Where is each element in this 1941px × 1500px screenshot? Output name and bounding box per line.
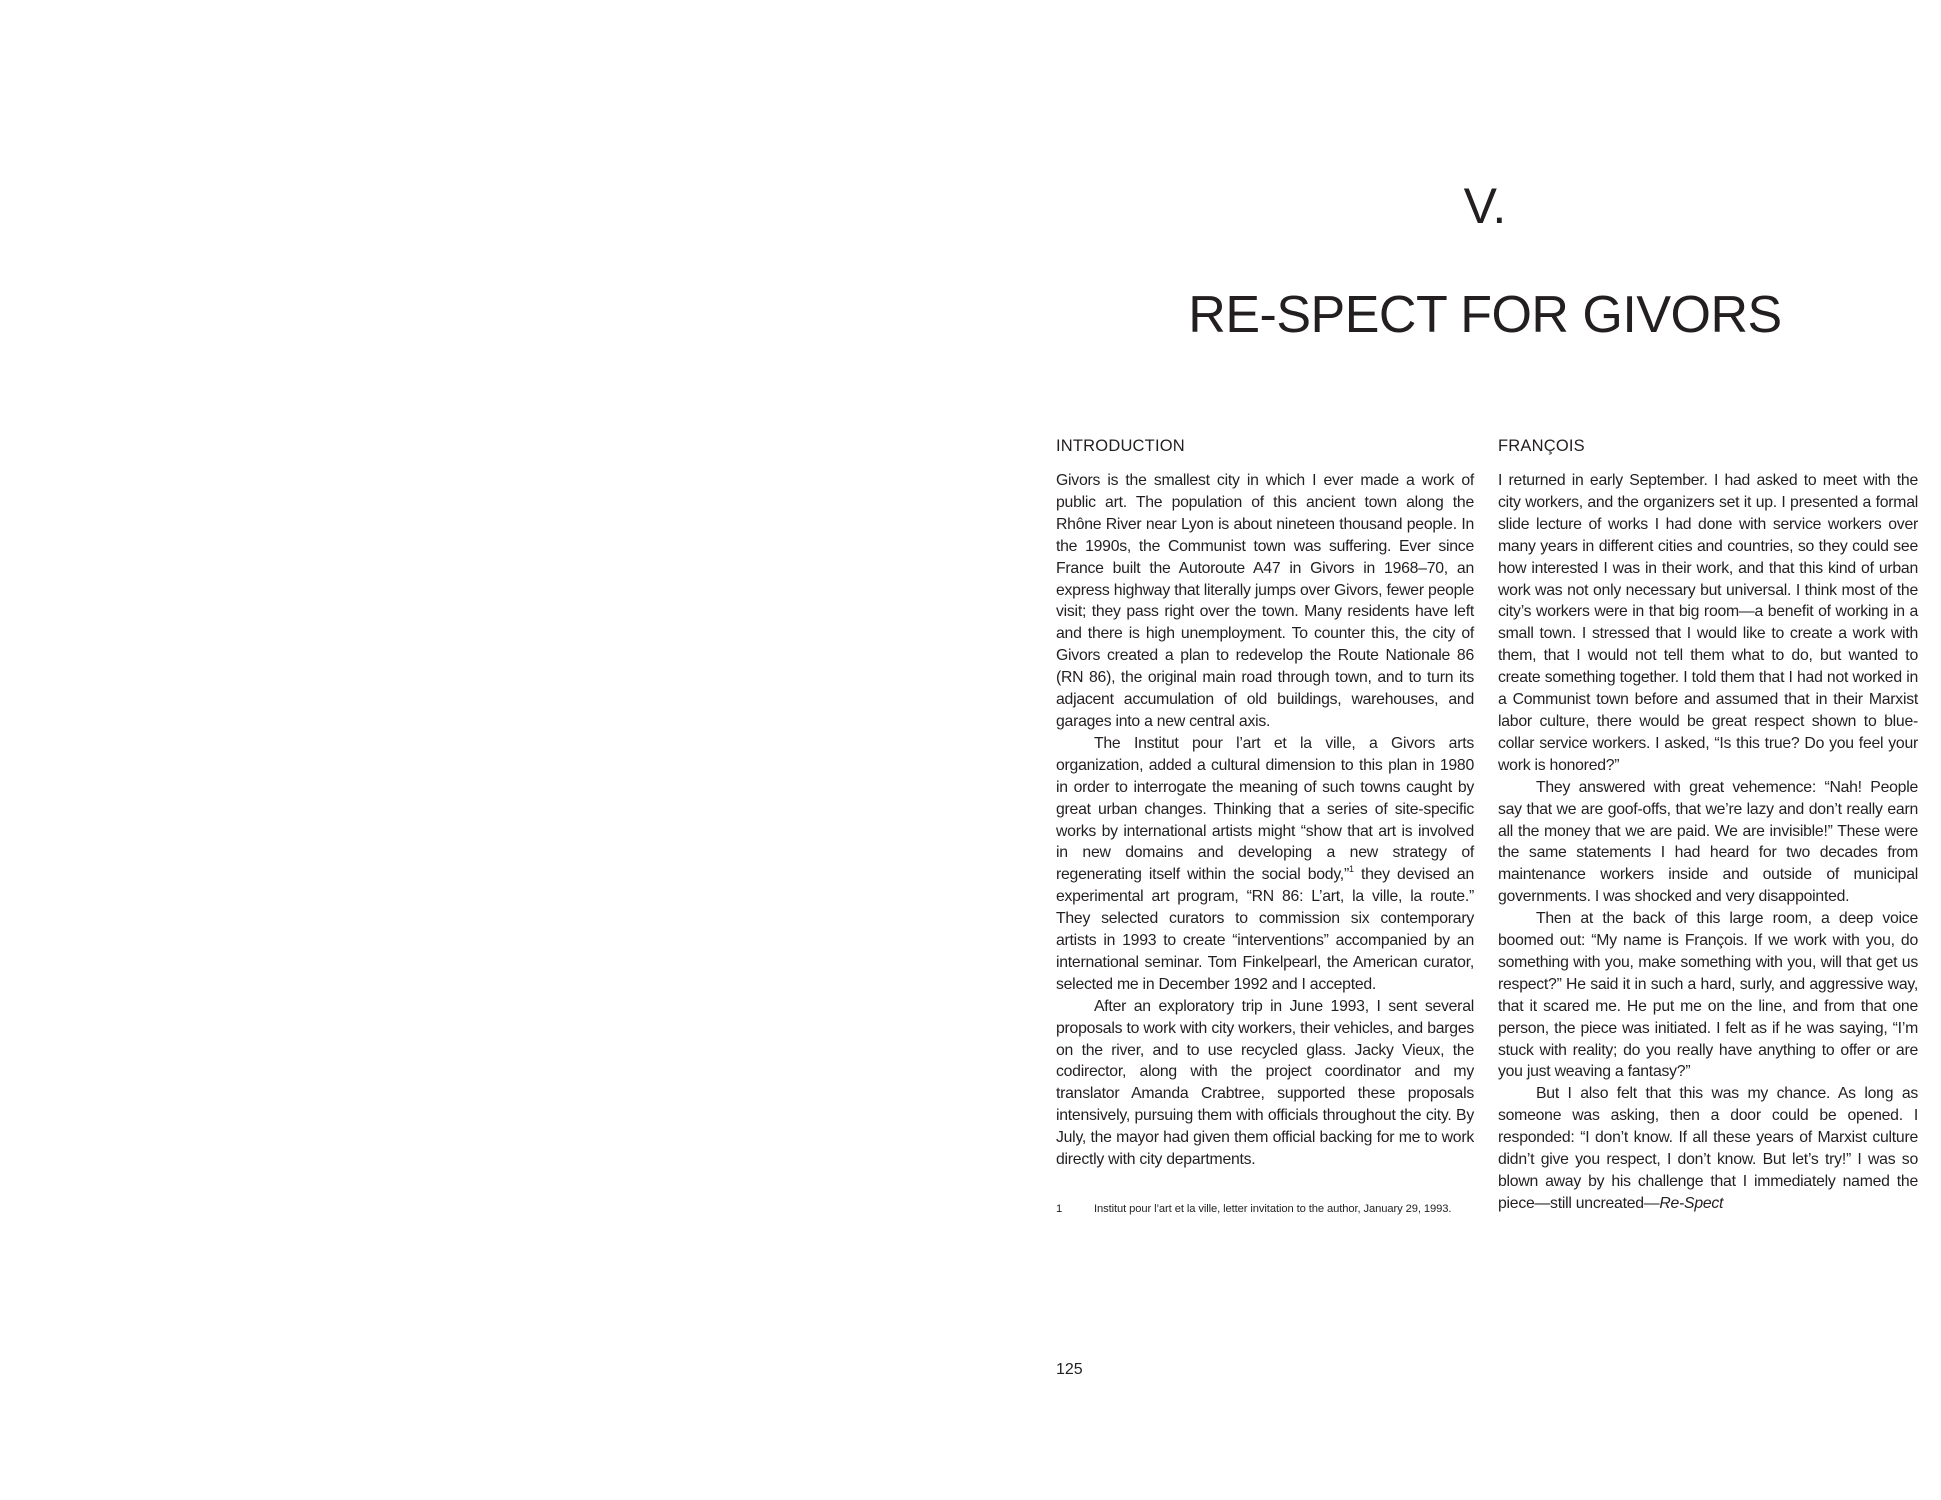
footnote-number: 1 [1056, 1203, 1063, 1215]
francois-paragraph-3: Then at the back of this large room, a deep voice boomed out: “My name is François. If we work with you, do something with you, make something with you, will that get us respect?” He said it in such a hard, surly, and aggressive way, that it scared me. He put me on the line, and from that one person, the piece was initiated. I felt as if he was saying, “I’m stuck with reality; do you really have anything to offer or are you just weaving a fantasy?” [1498, 910, 1918, 1081]
intro-paragraph-1: Givors is the smallest city in which I ever made a work of public art. The population of this ancient town along the Rhône River near Lyon is about nineteen thousand people. In the 1990s, the Communist town was suffering. Ever since France built the Autoroute A47 in Givors in 1968–70, an express highway that literally jumps over Givors, fewer people visit; they pass right over the town. Many residents have left and there is high unemployment. To counter this, the city of Givors created a plan to redevelop the Route Nationale 86 (RN 86), the original main road through town, and to turn its adjacent accumulation of old buildings, warehouses, and garages into a new central axis. [1056, 472, 1474, 730]
right-page [1000, 0, 1941, 1500]
francois-column [1498, 436, 1918, 1215]
page-number: 125 [1056, 1361, 1083, 1378]
francois-paragraph-4 [1498, 1083, 1918, 1214]
intro-paragraph-2 [1056, 733, 1474, 996]
chapter-title: RE-SPECT FOR GIVORS [1188, 286, 1782, 344]
intro-paragraph-2-text: The Institut pour l’art et la ville, a Givors arts organization, added a cultural dimension to this plan in 1980 in order to interrogate the meaning of such towns caught by great urban changes. Thinking that a series of site-specific works by international artists might “show that art is involved in new domains and developing a new strategy of regenerating itself within the social body,” [1056, 734, 1474, 884]
piece-title-italic: Re-Spect [1659, 1194, 1724, 1212]
footnote-reference: 1 [1348, 864, 1354, 875]
francois-text [1498, 470, 1918, 1215]
francois-paragraph-4-text: But I also felt that this was my chance. As long as someone was asking, then a door could be opened. I responded: “I don’t know. If all these years of Marxist culture didn’t give you respect, I don’t know. But let’s try!” I was so blown away by his challenge that I immediately named the piece—still uncreated— [1498, 1085, 1918, 1212]
intro-paragraph-2-continued: they devised an experimental art program, “RN 86: L’art, la ville, la route.” They selected curators to commission six contemporary artists in 1993 to create “interventions” accompanied by an international seminar. Tom Finkelpearl, the American curator, selected me in December 1992 and I accepted. [1056, 866, 1475, 993]
footnote-text: Institut pour l’art et la ville, letter invitation to the author, January 29, 1993. [1094, 1203, 1452, 1215]
introduction-column [1056, 436, 1474, 1218]
francois-paragraph-1: I returned in early September. I had asked to meet with the city workers, and the organizers set it up. I presented a formal slide lecture of works I had done with service workers over many years in different cities and countries, so they could see how interested I was in their work, and that this kind of urban work was not only necessary but universal. I think most of the city’s workers were in that big room—a benefit of working in a small town. I stressed that I would like to create a work with them, that I would not tell them what to do, but wanted to create something together. I told them that I had not worked in a Communist town before and assumed that in their Marxist labor culture, there would be great respect shown to blue-collar service workers. I asked, “Is this true? Do you feel your work is honored?” [1498, 472, 1918, 774]
intro-paragraph-3: After an exploratory trip in June 1993, I sent several proposals to work with city workers, their vehicles, and barges on the river, and to use recycled glass. Jacky Vieux, the codirector, along with the project coordinator and my translator Amanda Crabtree, supported these proposals intensively, pursuing them with officials throughout the city. By July, the mayor had given them official backing for me to work directly with city departments. [1056, 997, 1474, 1169]
introduction-text [1056, 470, 1474, 1171]
footnote [1056, 1201, 1474, 1218]
francois-paragraph-2: They answered with great vehemence: “Nah! People say that we are goof-offs, that we’re lazy and don’t really earn all the money that we are paid. We are invisible!” These were the same statements I had heard for two decades from maintenance workers inside and outside of municipal governments. I was shocked and very disappointed. [1498, 778, 1918, 906]
introduction-heading: INTRODUCTION [1056, 437, 1185, 455]
francois-heading: FRANÇOIS [1498, 437, 1585, 455]
chapter-number: V. [1463, 178, 1507, 234]
